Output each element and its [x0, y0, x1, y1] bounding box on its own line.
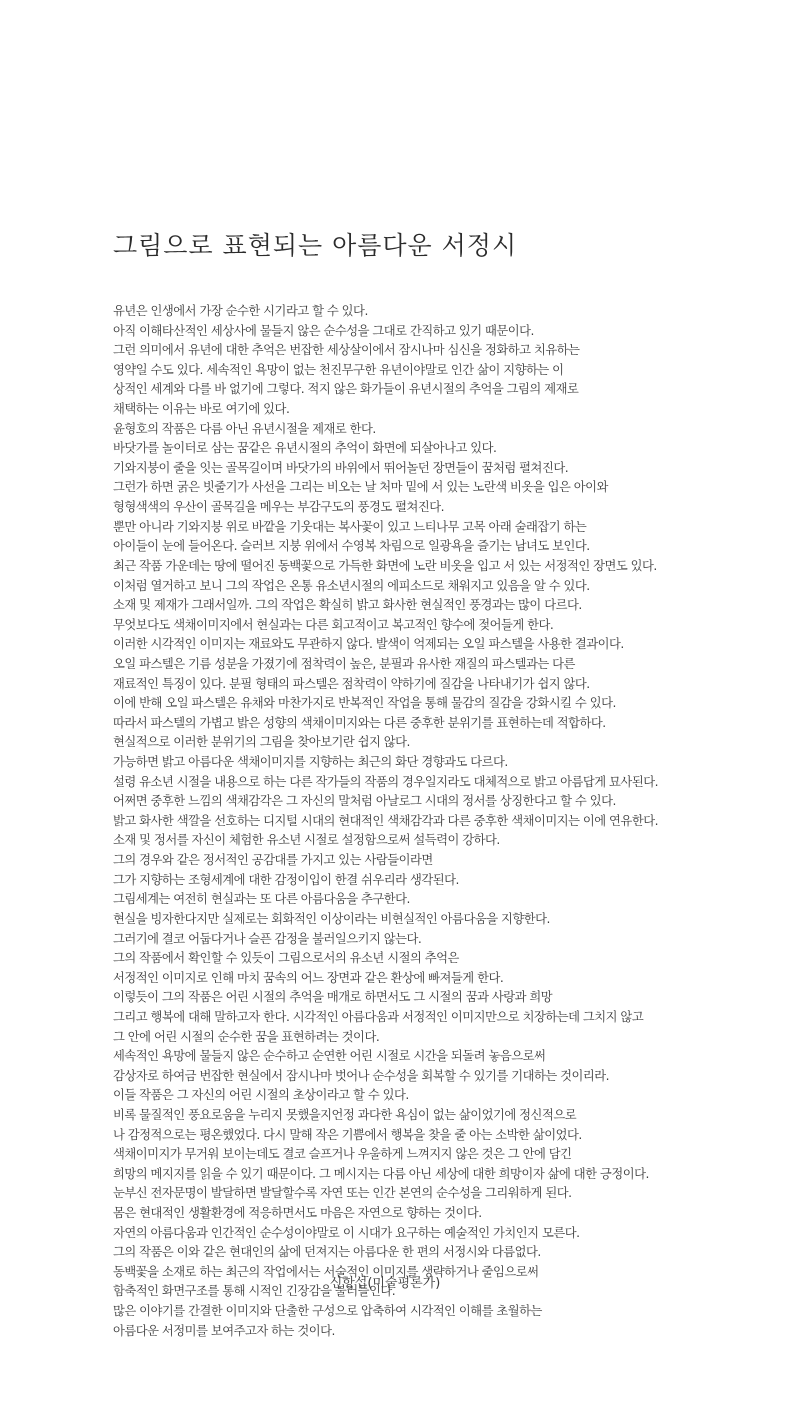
- body-line: 최근 작품 가운데는 땅에 떨어진 동백꽃으로 가득한 화면에 노란 비옷을 입고 서 있는 서정적인 장면도 있다.: [113, 558, 657, 573]
- body-line: 그의 작품은 이와 같은 현대인의 삶에 던져지는 아름다운 한 편의 서정시와 다름없다.: [113, 1245, 541, 1260]
- body-line: 현실적으로 이러한 분위기의 그림을 찾아보기란 쉽지 않다.: [113, 735, 410, 750]
- body-line: 몸은 현대적인 생활환경에 적응하면서도 마음은 자연으로 향하는 것이다.: [113, 1206, 482, 1221]
- body-line: 그런가 하면 굵은 빗줄기가 사선을 그리는 비오는 날 처마 밑에 서 있는 노란색 비옷을 입은 아이와: [113, 480, 608, 495]
- body-line: 상적인 세계와 다를 바 없기에 그렇다. 적지 않은 화가들이 유년시절의 추억을 그림의 제재로: [113, 382, 579, 397]
- body-line: 어쩌면 중후한 느낌의 색채감각은 그 자신의 말처럼 아날로그 시대의 정서를 상징한다고 할 수 있다.: [113, 794, 616, 809]
- body-line: 그 안에 어린 시절의 순수한 꿈을 표현하려는 것이다.: [113, 1029, 380, 1044]
- body-line: 그의 경우와 같은 정서적인 공감대를 가지고 있는 사람들이라면: [113, 853, 433, 868]
- article-body: [113, 302, 793, 1341]
- body-line: 아이들이 눈에 들어온다. 슬러브 지붕 위에서 수영복 차림으로 일광욕을 즐기는 남녀도 보인다.: [113, 539, 590, 554]
- body-line: 아직 이해타산적인 세상사에 물들지 않은 순수성을 그대로 간직하고 있기 때문이다.: [113, 323, 534, 338]
- body-line: 영약일 수도 있다. 세속적인 욕망이 없는 천진무구한 유년이야말로 인간 삶이 지향하는 이: [113, 362, 564, 377]
- author-signature: 신항섭(미술평론가): [329, 1276, 441, 1291]
- body-line: 아름다운 서정미를 보여주고자 하는 것이다.: [113, 1323, 335, 1338]
- body-line: 밝고 화사한 색깔을 선호하는 디지털 시대의 현대적인 색채감각과 다른 중후한 색채이미지는 이에 연유한다.: [113, 813, 658, 828]
- body-line: 세속적인 욕망에 물들지 않은 순수하고 순연한 어린 시절로 시간을 되돌려 놓음으로써: [113, 1049, 546, 1064]
- body-line: 이에 반해 오일 파스텔은 유채와 마찬가지로 반복적인 작업을 통해 물감의 질감을 강화시킬 수 있다.: [113, 696, 616, 711]
- body-line: 많은 이야기를 간결한 이미지와 단출한 구성으로 압축하여 시각적인 이해를 초월하는: [113, 1304, 542, 1319]
- body-line: 기와지붕이 줄을 잇는 골목길이며 바닷가의 바위에서 뛰어놀던 장면들이 꿈처럼 펼쳐진다.: [113, 460, 569, 475]
- body-line: 그리고 행복에 대해 말하고자 한다. 시각적인 아름다움과 서정적인 이미지만으로 치장하는데 그치지 않고: [113, 1009, 644, 1024]
- body-line: 무엇보다도 색채이미지에서 현실과는 다른 회고적이고 복고적인 향수에 젖어들게 한다.: [113, 617, 554, 632]
- body-line: 바닷가를 놀이터로 삼는 꿈같은 유년시절의 추억이 화면에 되살아나고 있다.: [113, 441, 497, 456]
- body-line: 유년은 인생에서 가장 순수한 시기라고 할 수 있다.: [113, 304, 368, 318]
- body-line: 함축적인 화면구조를 통해 시적인 긴장감을 불러들인다.: [113, 1284, 396, 1299]
- body-line: 희망의 메지지를 읽을 수 있기 때문이다. 그 메시지는 다름 아닌 세상에 대한 희망이자 삶에 대한 긍정이다.: [113, 1166, 649, 1181]
- body-line: 그러기에 결코 어둡다거나 슬픈 감정을 불러일으키지 않는다.: [113, 931, 422, 946]
- body-line: 채택하는 이유는 바로 여기에 있다.: [113, 402, 290, 417]
- body-line: 비록 물질적인 풍요로움을 누리지 못했을지언정 과다한 욕심이 없는 삶이었기에 정신적으로: [113, 1107, 577, 1122]
- body-line: 그가 지향하는 조형세계에 대한 감정이입이 한결 쉬우리라 생각된다.: [113, 872, 459, 887]
- body-line: 설령 유소년 시절을 내용으로 하는 다른 작가들의 작품의 경우일지라도 대체적으로 밝고 아름답게 묘사된다.: [113, 774, 658, 789]
- body-line: 나 감정적으로는 평온했었다. 다시 말해 작은 기쁨에서 행복을 찾을 줄 아는 소박한 삶이었다.: [113, 1127, 582, 1142]
- body-line: 재료적인 특징이 있다. 분필 형태의 파스텔은 점착력이 약하기에 질감을 나타내기가 쉽지 않다.: [113, 676, 590, 691]
- body-line: 뿐만 아니라 기와지붕 위로 바깥을 기웃대는 복사꽃이 있고 느티나무 고목 아래 술래잡기 하는: [113, 519, 587, 534]
- body-line: 형형색색의 우산이 골목길을 메우는 부감구도의 풍경도 펼쳐진다.: [113, 500, 445, 515]
- body-line: 윤형호의 작품은 다름 아닌 유년시절을 제재로 한다.: [113, 421, 376, 436]
- body-line: 소재 및 정서를 자신이 체험한 유소년 시절로 설정함으로써 설득력이 강하다.: [113, 833, 500, 848]
- body-line: 서정적인 이미지로 인해 마치 꿈속의 어느 장면과 같은 환상에 빠져들게 한다.: [113, 970, 504, 985]
- body-line: 그의 작품에서 확인할 수 있듯이 그림으로서의 유소년 시절의 추억은: [113, 951, 459, 966]
- body-line: 그런 의미에서 유년에 대한 추억은 번잡한 세상살이에서 잠시나마 심신을 정화하고 치유하는: [113, 343, 580, 358]
- body-line: 현실을 빙자한다지만 실제로는 회화적인 이상이라는 비현실적인 아름다움을 지향한다.: [113, 911, 550, 926]
- body-line: 눈부신 전자문명이 발달하면 발달할수록 자연 또는 인간 본연의 순수성을 그리워하게 된다.: [113, 1186, 572, 1201]
- body-line: 자연의 아름다움과 인간적인 순수성이야말로 이 시대가 요구하는 예술적인 가치인지 모른다.: [113, 1225, 580, 1240]
- body-line: 감상자로 하여금 번잡한 현실에서 잠시나마 벗어나 순수성을 회복할 수 있기를 기대하는 것이리라.: [113, 1068, 610, 1083]
- body-line: 소재 및 제재가 그래서일까. 그의 작업은 확실히 밝고 화사한 현실적인 풍경과는 많이 다르다.: [113, 598, 582, 613]
- body-line: 이처럼 열거하고 보니 그의 작업은 온통 유소년시절의 에피소드로 채워지고 있음을 알 수 있다.: [113, 578, 590, 593]
- body-line: 그림세계는 여전히 현실과는 또 다른 아름다움을 추구한다.: [113, 892, 410, 907]
- body-line: 오일 파스텔은 기름 성분을 가졌기에 점착력이 높은, 분필과 유사한 재질의 파스텔과는 다른: [113, 656, 575, 671]
- body-line: 따라서 파스텔의 가볍고 밝은 성향의 색채이미지와는 다른 중후한 분위기를 표현하는데 적합하다.: [113, 715, 606, 730]
- body-line: 이러한 시각적인 이미지는 재료와도 무관하지 않다. 발색이 억제되는 오일 파스텔을 사용한 결과이다.: [113, 637, 624, 652]
- body-line: 이들 작품은 그 자신의 어린 시절의 초상이라고 할 수 있다.: [113, 1088, 409, 1103]
- page-title: 그림으로 표현되는 아름다운 서정시: [113, 231, 518, 260]
- body-line: 동백꽃을 소재로 하는 최근의 작업에서는 서술적인 이미지를 생략하거나 줄임으로써: [113, 1264, 539, 1279]
- body-line: 색채이미지가 무거워 보이는데도 결코 슬프거나 우울하게 느껴지지 않은 것은 그 안에 담긴: [113, 1147, 572, 1162]
- body-line: 이렇듯이 그의 작품은 어린 시절의 추억을 매개로 하면서도 그 시절의 꿈과 사랑과 희망: [113, 990, 553, 1005]
- body-line: 가능하면 밝고 아름다운 색채이미지를 지향하는 최근의 화단 경향과도 다르다.: [113, 755, 508, 770]
